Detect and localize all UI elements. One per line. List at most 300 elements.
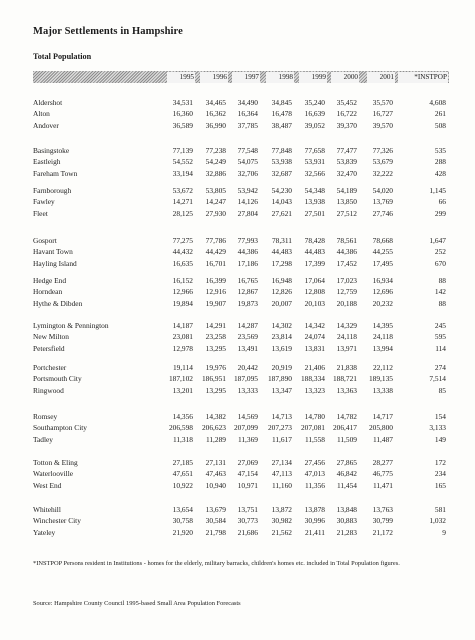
population-value: 54,075 [237, 157, 258, 167]
population-value: 20,103 [304, 298, 325, 308]
population-value: 10,971 [237, 480, 258, 490]
population-value: 13,679 [205, 505, 226, 514]
population-value: 23,569 [237, 332, 258, 342]
population-value: 16,639 [304, 109, 325, 119]
population-value: 14,356 [172, 412, 193, 421]
population-value: 88 [438, 298, 446, 308]
population-value: 11,558 [304, 434, 325, 444]
population-value: 77,275 [172, 236, 193, 245]
population-value: 12,759 [336, 287, 357, 297]
population-value: 13,363 [336, 385, 357, 395]
population-value: 17,186 [237, 258, 258, 268]
population-value: 44,255 [372, 247, 393, 257]
settlement-name: Horndean [33, 287, 63, 297]
population-value: 12,916 [205, 287, 226, 297]
population-value: 207,081 [300, 423, 325, 433]
table-row [0, 246, 475, 257]
population-value: 165 [434, 480, 446, 490]
population-value: 30,773 [237, 516, 258, 526]
population-value: 78,311 [271, 236, 292, 245]
population-value: 149 [434, 434, 446, 444]
settlement-name: Fareham Town [33, 168, 78, 178]
table-row [0, 97, 475, 108]
population-value: 38,487 [271, 120, 292, 130]
footnote: *INSTPOP Persons resident in Institutions - homes for the elderly, military barracks, children's homes etc. included in Total Population figures. [33, 560, 400, 567]
population-value: 11,160 [271, 480, 292, 490]
population-value: 34,490 [237, 98, 258, 107]
population-value: 14,780 [304, 412, 325, 421]
population-value: 53,942 [237, 186, 258, 195]
population-value: 19,894 [172, 298, 193, 308]
population-value: 261 [434, 109, 446, 119]
population-value: 21,798 [205, 527, 226, 537]
table-row [0, 120, 475, 131]
population-value: 54,348 [304, 186, 325, 195]
table-row [0, 385, 475, 396]
population-value: 35,570 [372, 98, 393, 107]
population-value: 19,873 [237, 298, 258, 308]
population-value: 20,188 [336, 298, 357, 308]
population-value: 670 [434, 258, 446, 268]
table-row [0, 468, 475, 479]
population-value: 53,679 [372, 157, 393, 167]
column-header: 1996 [200, 72, 228, 83]
population-value: 206,623 [201, 423, 226, 433]
table-row [0, 185, 475, 196]
population-value: 16,701 [205, 258, 226, 268]
settlement-name: West End [33, 480, 62, 490]
population-value: 30,584 [205, 516, 226, 526]
population-value: 32,687 [271, 168, 292, 178]
population-value: 44,432 [172, 247, 193, 257]
population-value: 16,948 [271, 276, 292, 285]
population-value: 77,139 [172, 146, 193, 155]
population-value: 22,112 [372, 363, 393, 372]
population-value: 13,872 [271, 505, 292, 514]
population-value: 47,463 [205, 469, 226, 479]
population-value: 27,185 [172, 458, 193, 467]
population-value: 595 [434, 332, 446, 342]
population-value: 44,386 [237, 247, 258, 257]
settlement-name: Portchester [33, 363, 67, 372]
table-row [0, 411, 475, 422]
table-row [0, 286, 475, 297]
population-value: 13,654 [172, 505, 193, 514]
population-value: 11,471 [372, 480, 393, 490]
population-value: 77,658 [304, 146, 325, 155]
population-value: 13,850 [336, 197, 357, 207]
population-value: 13,831 [304, 343, 325, 353]
population-value: 27,930 [205, 208, 226, 218]
population-value: 12,808 [304, 287, 325, 297]
population-value: 23,081 [172, 332, 193, 342]
population-value: 30,996 [304, 516, 325, 526]
population-value: 44,429 [205, 247, 226, 257]
population-value: 36,589 [172, 120, 193, 130]
population-value: 10,940 [205, 480, 226, 490]
table-row [0, 527, 475, 538]
table-subtitle: Total Population [33, 52, 92, 61]
population-value: 44,483 [271, 247, 292, 257]
population-value: 53,931 [304, 157, 325, 167]
population-value: 11,356 [304, 480, 325, 490]
table-row [0, 422, 475, 433]
population-value: 34,465 [205, 98, 226, 107]
population-value: 1,032 [429, 516, 446, 526]
population-value: 39,052 [304, 120, 325, 130]
population-value: 234 [434, 469, 446, 479]
population-value: 21,838 [336, 363, 357, 372]
column-header: 2000 [331, 72, 359, 83]
population-value: 207,099 [233, 423, 258, 433]
population-value: 14,569 [237, 412, 258, 421]
population-value: 16,727 [372, 109, 393, 119]
population-value: 77,326 [372, 146, 393, 155]
population-value: 17,064 [304, 276, 325, 285]
population-value: 14,717 [372, 412, 393, 421]
population-value: 77,993 [237, 236, 258, 245]
column-header: 1998 [266, 72, 294, 83]
population-value: 12,696 [372, 287, 393, 297]
population-value: 11,454 [336, 480, 357, 490]
population-value: 11,617 [271, 434, 292, 444]
population-value: 53,805 [205, 186, 226, 195]
column-header: 1997 [232, 72, 260, 83]
population-value: 46,775 [372, 469, 393, 479]
population-value: 24,074 [304, 332, 325, 342]
settlement-name: Gosport [33, 236, 57, 245]
table-row [0, 320, 475, 331]
population-value: 581 [434, 505, 446, 514]
population-value: 35,240 [304, 98, 325, 107]
population-value: 11,369 [237, 434, 258, 444]
population-value: 27,131 [205, 458, 226, 467]
population-value: 14,287 [237, 321, 258, 330]
population-value: 28,277 [372, 458, 393, 467]
table-row [0, 196, 475, 207]
population-value: 205,800 [368, 423, 393, 433]
table-row [0, 457, 475, 468]
population-value: 11,289 [205, 434, 226, 444]
population-value: 188,721 [332, 374, 357, 384]
population-value: 245 [434, 321, 446, 330]
column-header: 1999 [299, 72, 327, 83]
population-value: 14,713 [271, 412, 292, 421]
population-value: 34,845 [271, 98, 292, 107]
population-value: 32,706 [237, 168, 258, 178]
population-value: 27,069 [237, 458, 258, 467]
population-value: 288 [434, 157, 446, 167]
population-value: 23,814 [271, 332, 292, 342]
population-value: 12,978 [172, 343, 193, 353]
population-value: 39,370 [336, 120, 357, 130]
population-value: 16,362 [205, 109, 226, 119]
population-value: 27,865 [336, 458, 357, 467]
settlement-name: Eastleigh [33, 157, 61, 167]
table-row [0, 331, 475, 342]
source-note: Source: Hampshire County Council 1995-based Small Area Population Forecasts [33, 600, 241, 607]
population-value: 10,922 [172, 480, 193, 490]
population-value: 14,247 [205, 197, 226, 207]
population-value: 28,125 [172, 208, 193, 218]
settlement-name: Havant Town [33, 247, 73, 257]
population-value: 14,126 [237, 197, 258, 207]
population-value: 19,114 [172, 363, 193, 372]
population-value: 21,686 [237, 527, 258, 537]
population-value: 206,598 [168, 423, 193, 433]
settlement-name: Winchester City [33, 516, 81, 526]
population-value: 3,133 [429, 423, 446, 433]
population-value: 54,230 [271, 186, 292, 195]
population-value: 37,785 [237, 120, 258, 130]
settlement-name: Farnborough [33, 186, 72, 195]
table-row [0, 145, 475, 156]
population-value: 14,395 [372, 321, 393, 330]
population-value: 30,982 [271, 516, 292, 526]
population-value: 16,478 [271, 109, 292, 119]
population-value: 13,619 [271, 343, 292, 353]
population-value: 13,878 [304, 505, 325, 514]
population-value: 7,514 [429, 374, 446, 384]
population-value: 13,333 [237, 385, 258, 395]
population-value: 66 [438, 197, 446, 207]
population-value: 54,249 [205, 157, 226, 167]
population-value: 1,647 [429, 236, 446, 245]
column-header: 2001 [367, 72, 395, 83]
population-value: 154 [434, 412, 446, 421]
population-value: 11,318 [172, 434, 193, 444]
population-value: 14,291 [205, 321, 226, 330]
population-value: 34,531 [172, 98, 193, 107]
table-row [0, 156, 475, 167]
settlement-name: Petersfield [33, 343, 65, 353]
population-value: 13,994 [372, 343, 393, 353]
population-value: 27,512 [336, 208, 357, 218]
population-value: 14,043 [271, 197, 292, 207]
settlement-name: New Milton [33, 332, 69, 342]
population-value: 16,934 [372, 276, 393, 285]
population-value: 20,919 [271, 363, 292, 372]
population-value: 11,509 [336, 434, 357, 444]
population-value: 32,222 [372, 168, 393, 178]
population-value: 78,561 [336, 236, 357, 245]
table-row [0, 515, 475, 526]
population-value: 21,283 [336, 527, 357, 537]
population-value: 13,971 [336, 343, 357, 353]
population-value: 13,491 [237, 343, 258, 353]
population-value: 13,769 [372, 197, 393, 207]
population-value: 186,951 [201, 374, 226, 384]
settlement-name: Hedge End [33, 276, 67, 285]
document-title: Major Settlements in Hampshire [33, 26, 183, 37]
population-value: 27,621 [271, 208, 292, 218]
table-row [0, 235, 475, 246]
table-row [0, 275, 475, 286]
population-value: 9 [442, 527, 446, 537]
population-value: 21,920 [172, 527, 193, 537]
population-value: 19,976 [205, 363, 226, 372]
settlement-name: Ringwood [33, 385, 64, 395]
population-value: 53,672 [172, 186, 193, 195]
population-value: 14,342 [304, 321, 325, 330]
population-value: 16,360 [172, 109, 193, 119]
settlement-name: Lymington & Pennington [33, 321, 109, 330]
settlement-name: Andover [33, 120, 59, 130]
population-value: 11,487 [372, 434, 393, 444]
population-value: 13,763 [372, 505, 393, 514]
population-value: 47,154 [237, 469, 258, 479]
settlement-name: Whitehill [33, 505, 61, 514]
population-value: 189,135 [368, 374, 393, 384]
population-value: 21,562 [271, 527, 292, 537]
settlement-name: Waterlooville [33, 469, 74, 479]
population-value: 30,883 [336, 516, 357, 526]
population-value: 21,406 [304, 363, 325, 372]
population-value: 27,746 [372, 208, 393, 218]
population-value: 13,751 [237, 505, 258, 514]
population-value: 30,799 [372, 516, 393, 526]
column-header: 1995 [167, 72, 195, 83]
settlement-name: Aldershot [33, 98, 63, 107]
table-row [0, 258, 475, 269]
population-value: 17,399 [304, 258, 325, 268]
population-value: 14,271 [172, 197, 193, 207]
settlement-name: Southampton City [33, 423, 87, 433]
population-value: 23,258 [205, 332, 226, 342]
population-value: 27,134 [271, 458, 292, 467]
population-value: 187,095 [233, 374, 258, 384]
population-value: 13,201 [172, 385, 193, 395]
population-value: 35,452 [336, 98, 357, 107]
population-value: 85 [438, 385, 446, 395]
population-value: 13,347 [271, 385, 292, 395]
settlement-name: Tadley [33, 434, 54, 444]
settlement-name: Yateley [33, 527, 56, 537]
population-value: 17,023 [336, 276, 357, 285]
population-value: 206,417 [332, 423, 357, 433]
settlement-name: Hayling Island [33, 258, 77, 268]
population-value: 4,608 [429, 98, 446, 107]
population-value: 16,152 [172, 276, 193, 285]
population-value: 53,938 [271, 157, 292, 167]
population-value: 47,013 [304, 469, 325, 479]
table-row [0, 362, 475, 373]
population-value: 14,187 [172, 321, 193, 330]
population-value: 535 [434, 146, 446, 155]
population-value: 172 [434, 458, 446, 467]
population-value: 33,194 [172, 168, 193, 178]
population-value: 16,722 [336, 109, 357, 119]
population-value: 20,232 [372, 298, 393, 308]
table-row [0, 343, 475, 354]
table-row [0, 480, 475, 491]
population-value: 13,338 [372, 385, 393, 395]
population-value: 20,007 [271, 298, 292, 308]
population-value: 54,189 [336, 186, 357, 195]
population-value: 24,118 [336, 332, 357, 342]
population-value: 299 [434, 208, 446, 218]
population-value: 77,238 [205, 146, 226, 155]
population-value: 207,273 [267, 423, 292, 433]
population-value: 13,295 [205, 343, 226, 353]
population-value: 12,966 [172, 287, 193, 297]
population-value: 142 [434, 287, 446, 297]
population-value: 21,411 [304, 527, 325, 537]
settlement-name: Fleet [33, 208, 48, 218]
population-value: 16,765 [237, 276, 258, 285]
population-value: 187,890 [267, 374, 292, 384]
population-value: 17,452 [336, 258, 357, 268]
population-value: 13,848 [336, 505, 357, 514]
population-value: 78,428 [304, 236, 325, 245]
population-value: 12,826 [271, 287, 292, 297]
table-row [0, 108, 475, 119]
population-value: 77,848 [271, 146, 292, 155]
population-value: 274 [434, 363, 446, 372]
table-row [0, 298, 475, 309]
population-value: 46,842 [336, 469, 357, 479]
population-value: 54,552 [172, 157, 193, 167]
population-value: 17,495 [372, 258, 393, 268]
population-value: 16,364 [237, 109, 258, 119]
settlement-name: Fawley [33, 197, 55, 207]
population-value: 20,442 [237, 363, 258, 372]
population-value: 428 [434, 168, 446, 178]
population-value: 77,477 [336, 146, 357, 155]
column-header: *INSTPOP [398, 72, 448, 83]
table-row [0, 434, 475, 445]
settlement-name: Basingstoke [33, 146, 70, 155]
population-value: 77,786 [205, 236, 226, 245]
table-row [0, 504, 475, 515]
population-value: 13,323 [304, 385, 325, 395]
population-value: 14,382 [205, 412, 226, 421]
population-value: 508 [434, 120, 446, 130]
population-value: 32,886 [205, 168, 226, 178]
population-value: 19,907 [205, 298, 226, 308]
population-value: 88 [438, 276, 446, 285]
population-value: 27,804 [237, 208, 258, 218]
population-value: 13,295 [205, 385, 226, 395]
population-value: 21,172 [372, 527, 393, 537]
population-value: 252 [434, 247, 446, 257]
population-value: 44,386 [336, 247, 357, 257]
population-value: 32,566 [304, 168, 325, 178]
population-value: 24,118 [372, 332, 393, 342]
population-value: 16,399 [205, 276, 226, 285]
population-value: 114 [435, 343, 446, 353]
settlement-name: Portsmouth City [33, 374, 82, 384]
table-row [0, 168, 475, 179]
settlement-name: Totton & Eling [33, 458, 78, 467]
population-value: 188,334 [300, 374, 325, 384]
population-value: 187,102 [168, 374, 193, 384]
population-value: 27,456 [304, 458, 325, 467]
settlement-name: Alton [33, 109, 50, 119]
population-value: 47,651 [172, 469, 193, 479]
population-value: 14,302 [271, 321, 292, 330]
population-value: 39,570 [372, 120, 393, 130]
population-value: 14,782 [336, 412, 357, 421]
population-value: 78,668 [372, 236, 393, 245]
population-value: 13,938 [304, 197, 325, 207]
population-value: 77,548 [237, 146, 258, 155]
population-value: 47,113 [271, 469, 292, 479]
population-value: 53,839 [336, 157, 357, 167]
settlement-name: Romsey [33, 412, 58, 421]
settlement-name: Hythe & Dibden [33, 298, 83, 308]
population-value: 54,020 [372, 186, 393, 195]
